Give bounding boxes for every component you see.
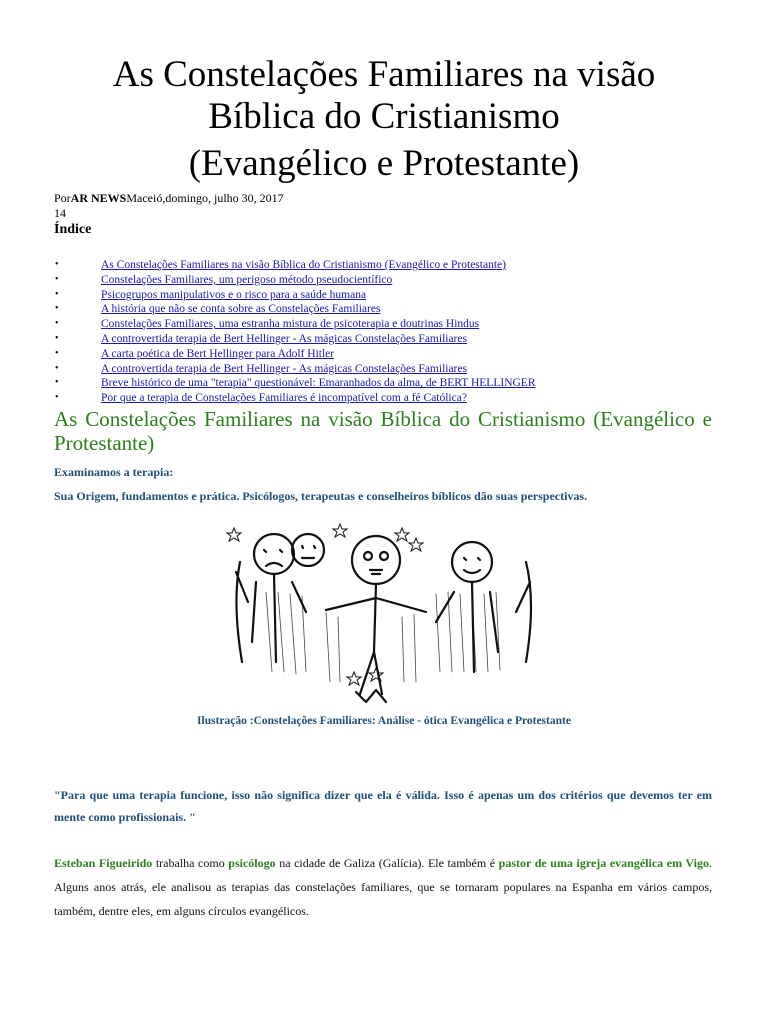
toc-link[interactable]: A controvertida terapia de Bert Hellinger - As mágicas Constelações Familiares — [101, 332, 467, 345]
pastor-text: pastor de uma igreja evangélica em Vigo — [498, 856, 709, 870]
quote-block: "Para que uma terapia funcione, isso não significa dizer que ela é válida. Isso é apenas um dos critérios que devemos ter em mente como profissionais. " — [54, 788, 712, 824]
toc-item — [54, 362, 734, 377]
toc-link[interactable]: A carta poética de Bert Hellinger para Adolf Hitler — [101, 347, 335, 360]
byline-date: Maceió,domingo, julho 30, 2017 — [126, 191, 284, 205]
figure-caption: Ilustração :Constelações Familiares: Análise - ótica Evangélica e Protestante — [197, 715, 571, 727]
section-heading: As Constelações Familiares na visão Bíblica do Cristianismo (Evangélico e Protestante) — [54, 407, 712, 455]
bullet-icon: • — [55, 303, 59, 315]
exam-line: Examinamos a terapia: — [54, 465, 174, 479]
toc-link[interactable]: Por que a terapia de Constelações Familiares é incompatível com a fé Católica? — [101, 392, 467, 405]
page-subtitle: (Evangélico e Protestante) — [188, 143, 580, 184]
toc-link[interactable]: Constelações Familiares, uma estranha mistura de psicoterapia e doutrinas Hindus — [101, 318, 480, 331]
toc-heading: Índice — [54, 222, 92, 237]
bullet-icon: • — [55, 259, 59, 270]
para-text-2: na cidade de Galiza (Galícia). Ele também é — [275, 856, 499, 870]
para-text-3: . Alguns anos atrás, ele analisou as terapias das constelações familiares, que se tornaram populares na Espanha em vários campos, também, dentre eles, em alguns círculos evangélicos. — [54, 856, 712, 918]
para-text-1: trabalha como — [152, 856, 229, 870]
toc-link[interactable]: As Constelações Familiares na visão Bíblica do Cristianismo (Evangélico e Protestante) — [101, 259, 506, 271]
table-of-contents — [54, 258, 734, 406]
title-line-1: As Constelações Familiares na visão — [112, 54, 656, 95]
toc-item — [54, 258, 734, 273]
bullet-icon: • — [55, 288, 59, 300]
toc-item — [54, 317, 734, 332]
toc-item — [54, 288, 734, 303]
toc-link[interactable]: Psicogrupos manipulativos e o risco para a saúde humana — [101, 288, 367, 301]
stick-figure-illustration — [226, 522, 542, 710]
toc-link[interactable]: A história que não se conta sobre as Constelações Familiares — [101, 303, 381, 316]
person-name: Esteban Figueirido — [54, 856, 153, 870]
toc-item — [54, 376, 734, 391]
byline-prefix: Por — [54, 191, 71, 205]
toc-link[interactable]: A controvertida terapia de Bert Hellinger - As mágicas Constelações Familiares — [101, 362, 467, 375]
body-paragraph — [54, 851, 712, 923]
role-text: psicólogo — [228, 856, 276, 870]
author-link[interactable]: AR NEWS — [70, 191, 127, 205]
toc-link[interactable]: Constelações Familiares, um perigoso método pseudocientífico — [101, 273, 393, 286]
bullet-icon: • — [55, 377, 59, 389]
bullet-icon: • — [55, 273, 59, 285]
bullet-icon: • — [55, 392, 59, 404]
toc-item — [54, 347, 734, 362]
bullet-icon: • — [55, 362, 59, 374]
origin-line: Sua Origem, fundamentos e prática. Psicólogos, terapeutas e conselheiros bíblicos dão suas perspectivas. — [54, 489, 588, 503]
bullet-icon: • — [55, 318, 59, 330]
comment-count: 14 — [54, 206, 66, 220]
toc-item — [54, 302, 734, 317]
toc-item — [54, 273, 734, 288]
bullet-icon: • — [55, 332, 59, 344]
title-line-2: Bíblica do Cristianismo — [208, 96, 560, 137]
toc-item — [54, 391, 734, 406]
byline — [54, 191, 284, 205]
toc-link[interactable]: Breve histórico de uma "terapia" questionável: Emaranhados da alma, de BERT HELLINGER — [101, 377, 536, 390]
toc-item — [54, 332, 734, 347]
bullet-icon: • — [55, 347, 59, 359]
page-title — [40, 54, 728, 138]
